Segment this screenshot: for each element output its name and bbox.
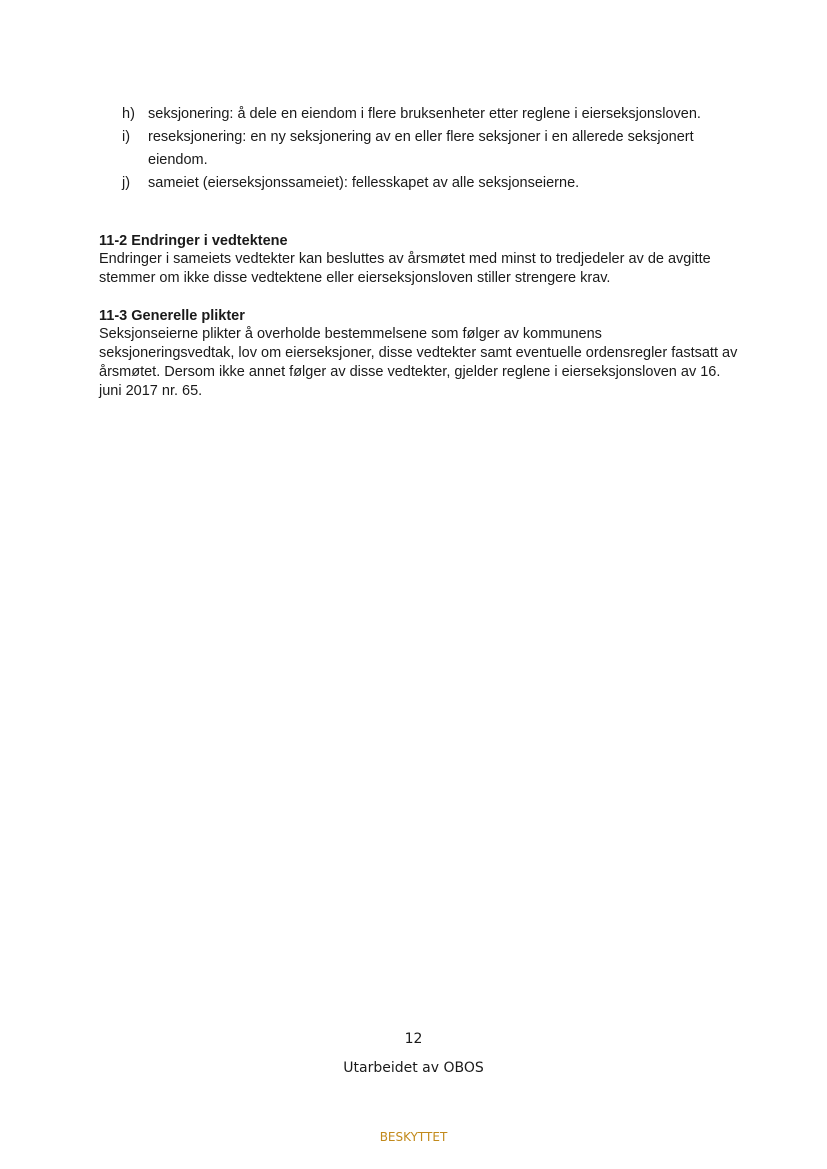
list-item bbox=[122, 126, 742, 172]
list-item bbox=[122, 172, 742, 195]
section-endringer-i-vedtektene bbox=[99, 232, 739, 288]
list-item-text: sameiet (eierseksjonssameiet): fellesskapet av alle seksjonseierne. bbox=[148, 175, 580, 191]
list-marker: h) bbox=[122, 106, 135, 122]
section-generelle-plikter bbox=[99, 307, 739, 401]
list-marker: j) bbox=[122, 175, 131, 191]
page-number: 12 bbox=[404, 1031, 423, 1047]
section-heading: 11-3 Generelle plikter bbox=[99, 308, 245, 324]
list-item bbox=[122, 103, 742, 126]
list-item-text: reseksjonering: en ny seksjonering av en eller flere seksjoner i en allerede seksjonert eiendom. bbox=[148, 129, 694, 168]
list-item-text: seksjonering: å dele en eiendom i flere bruksenheter etter reglene i eierseksjonsloven. bbox=[148, 106, 701, 122]
classification-label: BESKYTTET bbox=[379, 1130, 448, 1144]
section-body: Endringer i sameiets vedtekter kan besluttes av årsmøtet med minst to tredjedeler av de avgitte stemmer om ikke disse vedtektene eller eierseksjonsloven stiller strengere krav. bbox=[99, 251, 711, 286]
footer-prepared-by: Utarbeidet av OBOS bbox=[343, 1060, 484, 1076]
section-body: Seksjonseierne plikter å overholde bestemmelsene som følger av kommunens seksjoneringsvedtak, lov om eierseksjoner, disse vedtekter samt eventuelle ordensregler fastsatt av årsmøtet. Dersom ikke annet følger av disse vedtekter, gjelder reglene i eierseksjonsloven av 16. juni 2017 nr. 65. bbox=[99, 326, 738, 399]
section-heading: 11-2 Endringer i vedtektene bbox=[99, 233, 288, 249]
definition-list bbox=[122, 103, 742, 195]
list-marker: i) bbox=[122, 129, 131, 145]
